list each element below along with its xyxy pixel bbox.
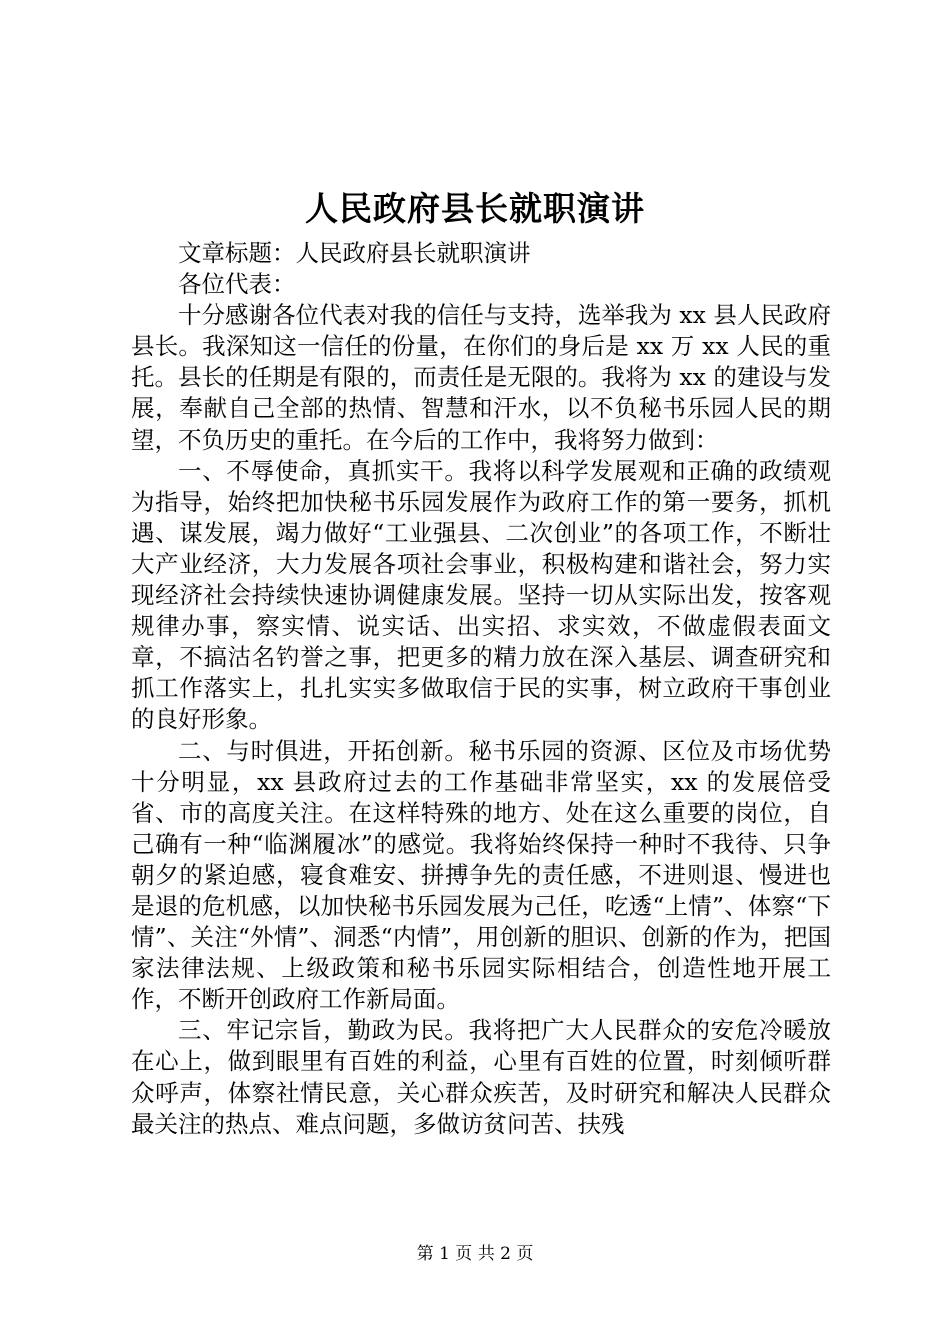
salutation: 各位代表：	[178, 270, 296, 299]
paragraph-point-two: 二、与时俱进，开拓创新。秘书乐园的资源、区位及市场优势十分明显，xx 县政府过去的工作基础非常坚实，xx 的发展倍受省、市的高度关注。在这样特殊的地方、处在这么重要的岗位，自己确有一种“临渊履冰”的感觉。我将始终保持一种时不我待、只争朝夕的紧迫感，寝食难安、拼搏争先的责任感，不进则退、慢进也是退的危机感，以加快秘书乐园发展为己任，吃透“上情”、体察“下情”、关注“外情”、洞悉“内情”，用创新的胆识、创新的作为，把国家法律法规、上级政策和秘书乐园实际相结合，创造性地开展工作，不断开创政府工作新局面。	[131, 736, 831, 1014]
paragraph-point-three: 三、牢记宗旨，勤政为民。我将把广大人民群众的安危冷暖放在心上，做到眼里有百姓的利益，心里有百姓的位置，时刻倾听群众呼声，体察社情民意，关心群众疾苦，及时研究和解决人民群众最关注的热点、难点问题，多做访贫问苦、扶残	[131, 1016, 831, 1138]
paragraph-intro: 十分感谢各位代表对我的信任与支持，选举我为 xx 县人民政府县长。我深知这一信任的份量，在你们的身后是 xx 万 xx 人民的重托。县长的任期是有限的，而责任是无限的。我将为 xx 的建设与发展，奉献自己全部的热情、智慧和汗水，以不负秘书乐园人民的期望，不负历史的重托。在今后的工作中，我将努力做到：	[131, 301, 831, 454]
paragraph-point-one: 一、不辱使命，真抓实干。我将以科学发展观和正确的政绩观为指导，始终把加快秘书乐园发展作为政府工作的第一要务，抓机遇、谋发展，竭力做好“工业强县、二次创业”的各项工作，不断壮大产业经济，大力发展各项社会事业，积极构建和谐社会，努力实现经济社会持续快速协调健康发展。坚持一切从实际出发，按客观规律办事，察实情、说实话、出实招、求实效，不做虚假表面文章，不搞沽名钓誉之事，把更多的精力放在深入基层、调查研究和抓工作落实上，扎扎实实多做取信于民的实事，树立政府干事创业的良好形象。	[131, 456, 831, 734]
document-body	[131, 238, 831, 1140]
document-title: 人民政府县长就职演讲	[305, 189, 645, 228]
article-title-line: 文章标题：人民政府县长就职演讲	[178, 239, 531, 267]
page-number-footer: 第 1 页 共 2 页	[416, 1244, 534, 1264]
